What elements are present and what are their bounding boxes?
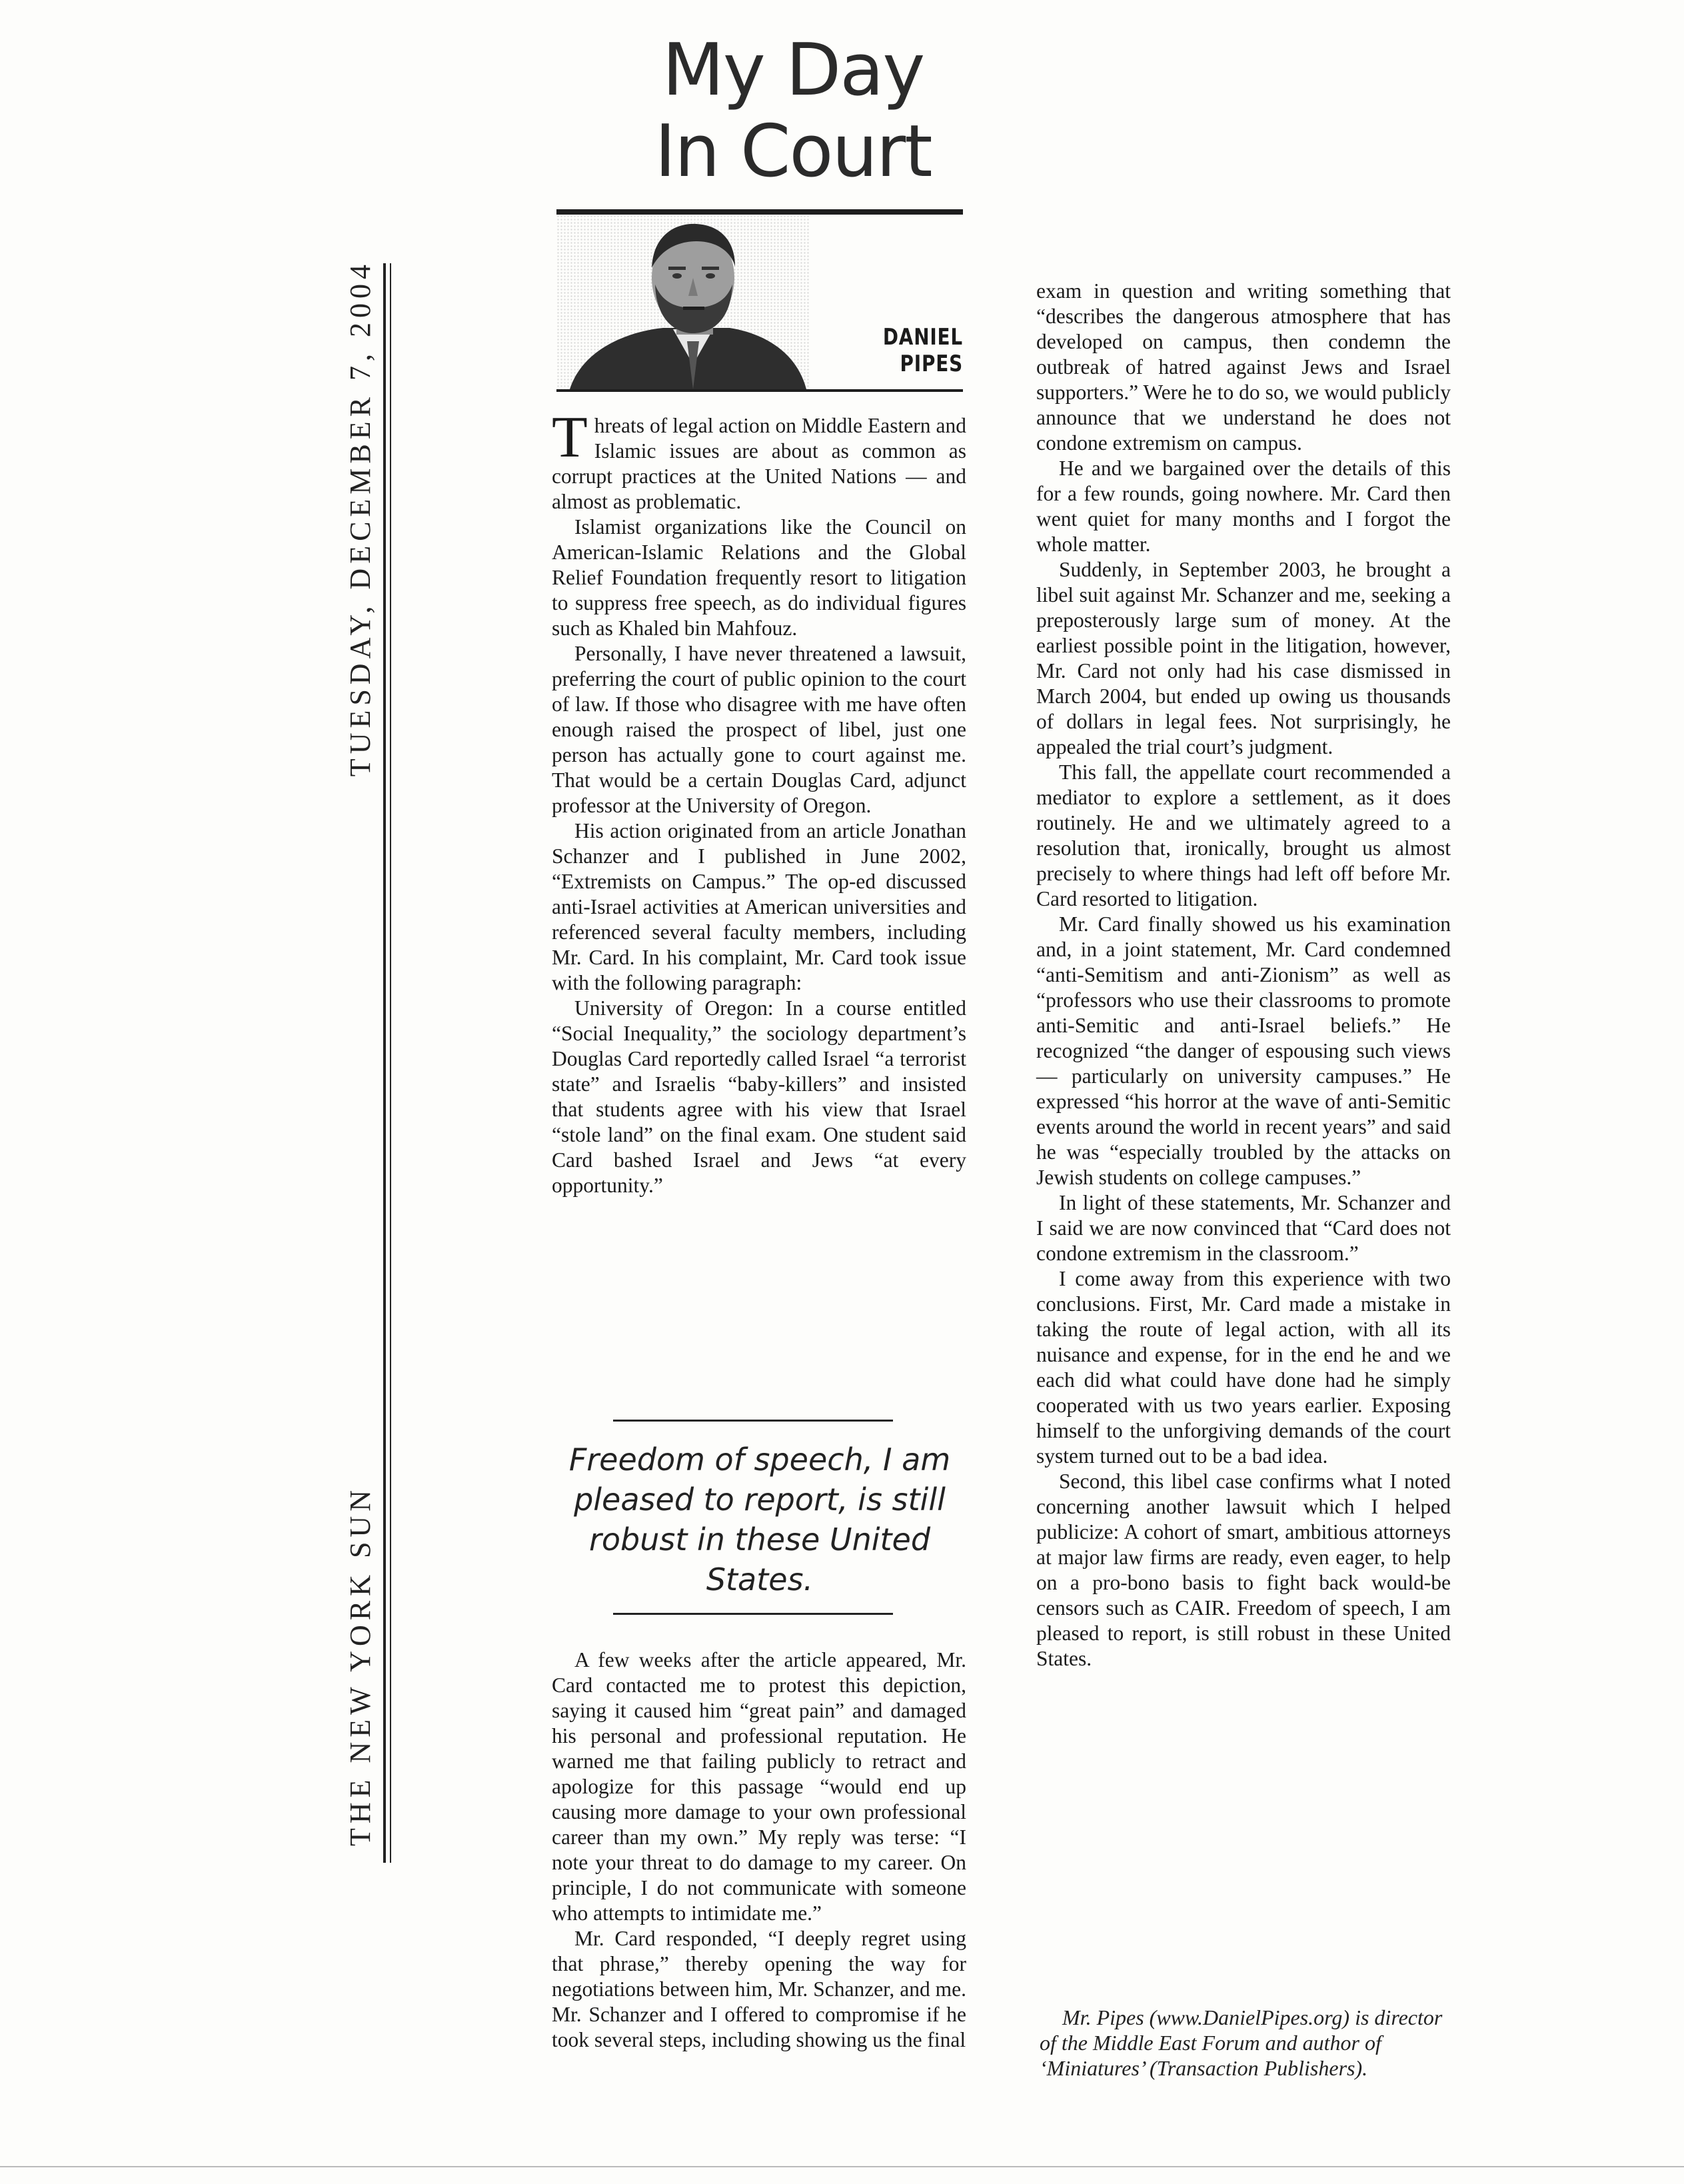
pull-quote-bottom-rule	[613, 1613, 893, 1615]
author-bio: Mr. Pipes (www.DanielPipes.org) is director of the Middle East Forum and author of ‘Miniatures’ (Transaction Publishers).	[1040, 2005, 1443, 2080]
column-1-bottom	[552, 1647, 966, 2053]
pull-quote: Freedom of speech, I am pleased to report, is still robust in these United States.	[568, 1442, 951, 1598]
paragraph: Mr. Card responded, “I deeply regret using that phrase,” thereby opening the way for negotiations between him, Mr. Schanzer, and me. Mr. Schanzer and I offered to compromise if he took several steps, including showing us the final	[552, 1927, 966, 2051]
paragraph: His action originated from an article Jonathan Schanzer and I published in June 2002, “Extremists on Campus.” The op-ed discussed anti-Israel activities at American universities and referenced several faculty members, including Mr. Card. In his complaint, Mr. Card took issue with the following paragraph:	[552, 819, 966, 994]
byline-bottom-rule	[556, 389, 963, 392]
paragraph: Second, this libel case confirms what I noted concerning another lawsuit which I helped publicize: A cohort of smart, ambitious attorneys at major law firms are ready, even eager, to help on a pro-bono basis to fight back would-be censors such as CAIR. Freedom of speech, I am pleased to report, is still robust in these United States.	[1036, 1470, 1451, 1670]
paragraph: In light of these statements, Mr. Schanzer and I said we are now convinced that “Card does not condone extremism in the classroom.”	[1036, 1191, 1451, 1265]
byline-top-rule	[556, 209, 963, 215]
paragraph-continued: exam in question and writing something that “describes the dangerous atmosphere that has developed on campus, then condemn the outbreak of hatred against Jews and Israel supporters.” Were he to do so, we would publicly announce that we understand he does not condone extremism on campus.	[1036, 279, 1451, 455]
vertical-divider	[383, 263, 391, 1863]
quoted-paragraph: University of Oregon: In a course entitled “Social Inequality,” the sociology department’s Douglas Card reportedly called Israel “a terrorist state” and Israelis “baby-killers” and insisted that students agree with his view that Israel “stole land” on the final exam. One student said Card bashed Israel and Jews “at every opportunity.”	[552, 996, 966, 1197]
publication-date: TUESDAY, DECEMBER 7, 2004	[343, 260, 377, 777]
author-photo	[556, 215, 810, 389]
column-1-top	[552, 405, 966, 1198]
scan-bottom-edge	[0, 2166, 1684, 2167]
headline	[553, 30, 1033, 193]
pull-quote-top-rule	[613, 1420, 893, 1422]
author-first-name: DANIEL	[882, 324, 963, 351]
paragraph: This fall, the appellate court recommended a mediator to explore a settlement, as it does routinely. He and we ultimately agreed to a resolution that, ironically, brought us almost precisely to where things had left off before Mr. Card resorted to litigation.	[1036, 760, 1451, 910]
paragraph: Islamist organizations like the Council on American-Islamic Relations and the Global Relief Foundation frequently resort to litigation to suppress free speech, as do individual figures such as Khaled bin Mahfouz.	[552, 515, 966, 640]
byline	[843, 324, 963, 377]
author-last-name: PIPES	[900, 351, 963, 377]
paragraph: Personally, I have never threatened a lawsuit, preferring the court of public opinion to the court of law. If those who disagree with me have often enough raised the prospect of libel, just one person has actually gone to court against me. That would be a certain Douglas Card, adjunct professor at the University of Oregon.	[552, 642, 966, 817]
paragraph: Suddenly, in September 2003, he brought a libel suit against Mr. Schanzer and me, seeking a preposterously large sum of money. At the earliest possible point in the litigation, however, Mr. Card not only had his case dismissed in March 2004, but ended up owing us thousands of dollars in legal fees. Not surprisingly, he appealed the trial court’s judgment.	[1036, 558, 1451, 758]
paragraph: Threats of legal action on Middle Eastern and Islamic issues are about as common as corrupt practices at the United Nations — and almost as problematic.	[552, 405, 966, 513]
headline-line-1: My Day	[662, 29, 924, 112]
paragraph: I come away from this experience with two conclusions. First, Mr. Card made a mistake in taking the route of legal action, with all its nuisance and expense, for in the end he and we each did what could have done had he simply cooperated with us two years earlier. Exposing himself to the unforgiving demands of the court system turned out to be a bad idea.	[1036, 1267, 1451, 1468]
paragraph: Mr. Card finally showed us his examination and, in a joint statement, Mr. Card condemned “anti-Semitism and anti-Zionism” as well as “professors who use their classrooms to promote anti-Semitic and anti-Israel beliefs.” He recognized “the danger of espousing such views — particularly on university campuses.” He expressed “his horror at the wave of anti-Semitic events around the world in recent years” and said he was “especially troubled by the attacks on Jewish students on college campuses.”	[1036, 912, 1451, 1189]
drop-cap: T	[552, 405, 588, 470]
newspaper-name: THE NEW YORK SUN	[343, 1486, 377, 1846]
headline-line-2: In Court	[654, 110, 932, 193]
paragraph: A few weeks after the article appeared, Mr. Card contacted me to protest this depiction, saying it caused him “great pain” and damaged his personal and professional reputation. He warned me that failing publicly to retract and apologize for this passage “would end up causing more damage to your own professional career than my own.” My reply was terse: “I note your threat to do damage to my career. On principle, I do not communicate with someone who attempts to intimidate me.”	[552, 1648, 966, 1925]
column-2	[1036, 279, 1451, 1671]
paragraph: He and we bargained over the details of this for a few rounds, going nowhere. Mr. Card then went quiet for many months and I forgot the whole matter.	[1036, 457, 1451, 556]
vertical-masthead	[333, 260, 387, 1846]
